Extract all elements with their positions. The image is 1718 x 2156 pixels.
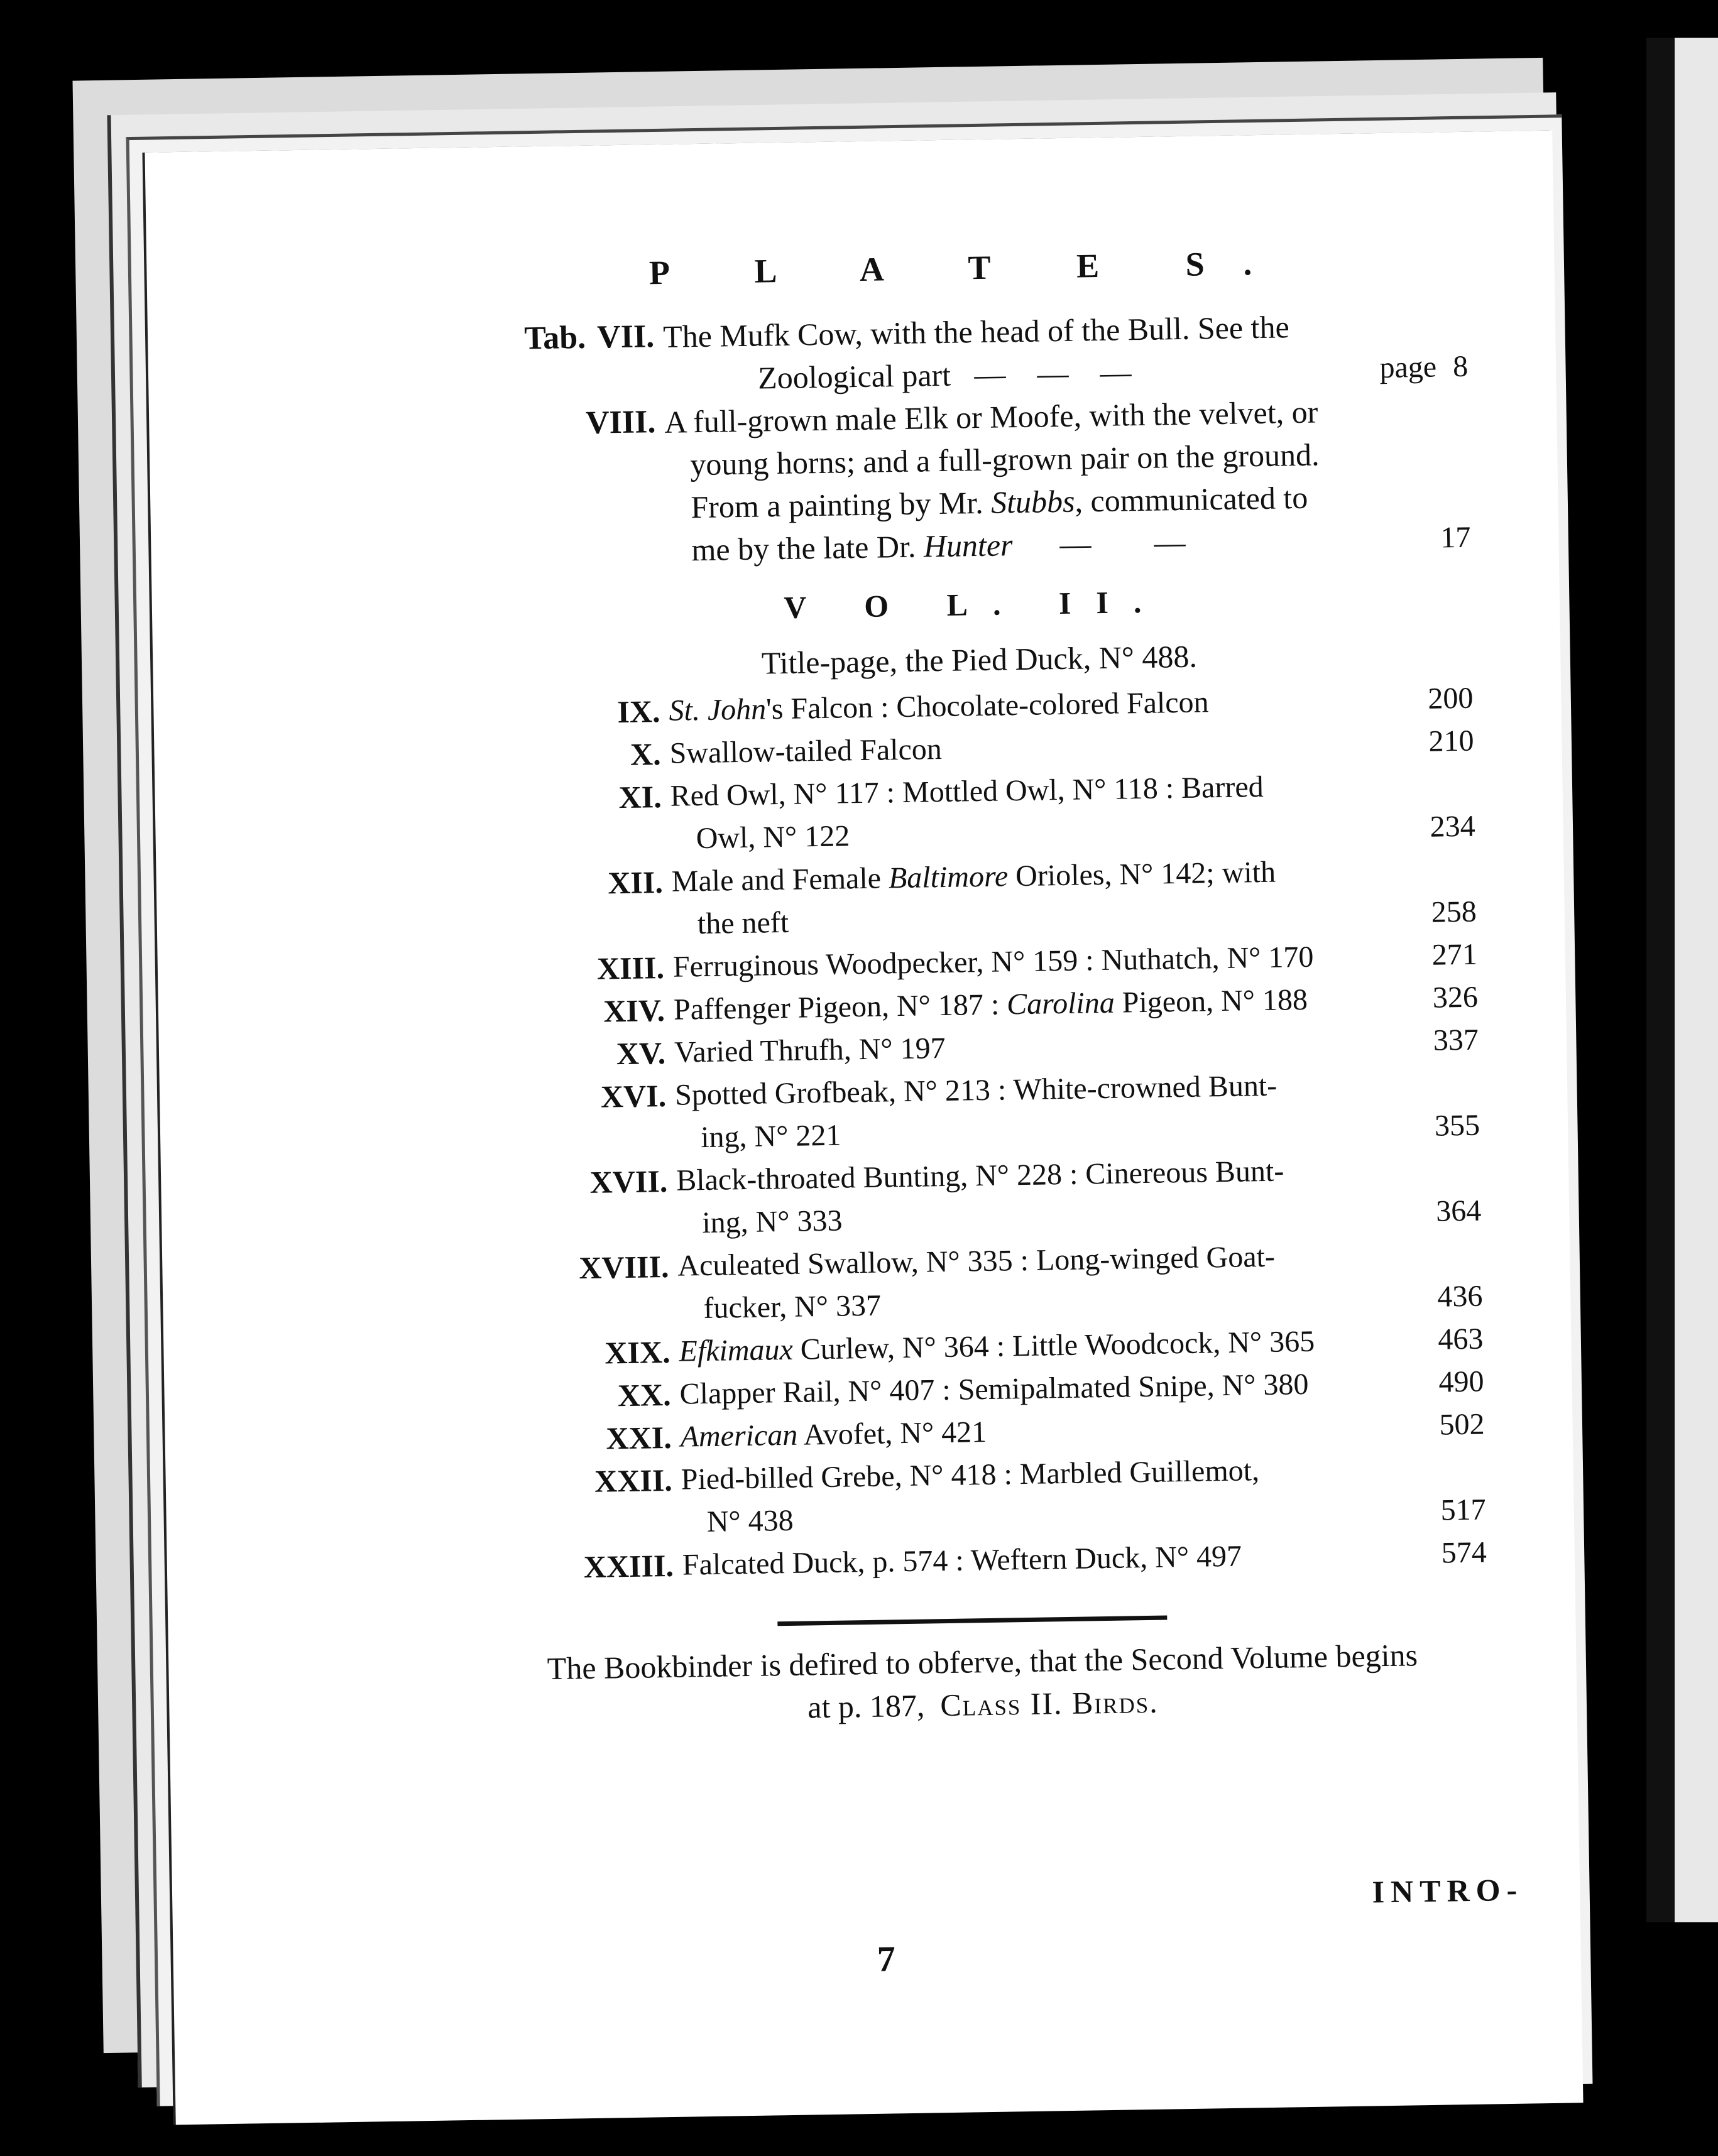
plate-description: Swallow-tailed Falcon (669, 732, 943, 770)
plate-number: VIII. (585, 404, 656, 441)
plate-description: Varied Thrufh, N° 197 (674, 1031, 946, 1069)
plate-number: XX. (617, 1376, 672, 1413)
plate-description: A full-grown male Elk or Moofe, with the velvet, or (664, 394, 1318, 440)
facing-page-edge (1675, 38, 1718, 1922)
plate-description: Paffenger Pigeon, N° 187 : Carolina Pigeon, N° 188 (673, 983, 1308, 1026)
plate-description: Owl, N° 122 (696, 819, 850, 856)
page-word: page (1379, 350, 1437, 384)
catchword: INTRO- (1372, 1871, 1524, 1910)
plate-description: N° 438 (706, 1503, 794, 1539)
plate-description: Aculeated Swallow, N° 335 : Long-winged Goat- (677, 1239, 1276, 1283)
plate-description: Red Owl, N° 117 : Mottled Owl, N° 118 : Barred (670, 770, 1264, 813)
gutter-shadow (1646, 38, 1675, 1922)
page-number: 364 (1435, 1194, 1482, 1228)
divider-rule (777, 1616, 1167, 1626)
plate-description: ing, N° 221 (700, 1118, 841, 1155)
page-number: 490 (1438, 1364, 1484, 1399)
vol2-plates (449, 677, 1493, 1591)
title-page-line: Title-page, the Pied Duck, N° 488. (761, 638, 1198, 681)
plate-description: Black-throated Bunting, N° 228 : Cinereous Bunt- (676, 1154, 1284, 1197)
page-heading: P L A T E S. (648, 244, 1291, 292)
page-number: 17 (1440, 520, 1471, 555)
folio-number: 7 (877, 1938, 896, 1979)
page-number: 355 (1434, 1108, 1480, 1143)
plate-number: XI. (618, 779, 662, 815)
plate-description: Clapper Rail, N° 407 : Semipalmated Snipe, N° 380 (679, 1367, 1309, 1411)
page-number: 517 (1440, 1493, 1487, 1527)
vol1-plates: Tab. VII. The Mufk Cow, with the head of the Bull. See the Zoological part — — — page 8 VIII. A full-grown male Elk or Moofe, with the velvet, or young horns; and a full-grown pair on the ground. From a painting by Mr. Stubbs, communicated to me by the late Dr. Hunter — — 17 (443, 303, 1477, 575)
bookbinder-note (470, 1632, 1496, 1734)
plate-number: IX. (617, 694, 660, 730)
plate-number: XVII. (589, 1163, 668, 1200)
plate-number: XVIII. (578, 1248, 669, 1286)
page-number: 502 (1439, 1407, 1485, 1442)
plate-description: St. John's Falcon : Chocolate-colored Falcon (669, 685, 1209, 727)
plate-description: American Avofet, N° 421 (680, 1415, 987, 1454)
plate-description: ing, N° 333 (701, 1204, 843, 1240)
artist-name: Stubbs (990, 483, 1075, 520)
plate-number: X. (630, 736, 662, 772)
page-number: 436 (1436, 1279, 1483, 1314)
plate-description: Pied-billed Grebe, N° 418 : Marbled Guillemot, (681, 1454, 1260, 1496)
note-line: at p. 187, Class II. Birds. (807, 1684, 1159, 1725)
plate-number: XIX. (604, 1334, 671, 1371)
volume-heading: V O L. II. (784, 584, 1167, 625)
page-number: 258 (1431, 895, 1477, 929)
plate-number: VII. (596, 318, 655, 356)
plate-description: Male and Female Baltimore Orioles, N° 142; with (671, 855, 1276, 898)
page-number: 326 (1432, 980, 1479, 1015)
plate-number: XXIII. (583, 1547, 674, 1585)
plate-description: Efkimaux Curlew, N° 364 : Little Woodcock, N° 365 (679, 1324, 1315, 1368)
class-label: Class II. Birds. (939, 1684, 1159, 1723)
donor-name: Hunter (923, 527, 1013, 564)
plate-number: XIII. (596, 949, 665, 986)
page-number: 337 (1433, 1023, 1479, 1057)
plate-description: fucker, N° 337 (703, 1288, 882, 1326)
plate-number: XXI. (606, 1419, 672, 1456)
plate-description: Ferruginous Woodpecker, N° 159 : Nuthatch, N° 170 (672, 940, 1314, 984)
plate-number: XIV. (603, 992, 665, 1029)
plate-description: Falcated Duck, p. 574 : Weftern Duck, N° 497 (682, 1539, 1242, 1582)
page-number: 574 (1441, 1535, 1487, 1570)
plate-entry-continuation: Zoological part — — — page 8 (757, 349, 1469, 396)
page-number: 200 (1427, 681, 1474, 716)
plate-number: XV. (616, 1035, 666, 1072)
page-number: 271 (1431, 937, 1478, 972)
note-line: The Bookbinder is defired to obferve, that the Second Volume begins (547, 1637, 1418, 1687)
plate-number: XXII. (594, 1462, 673, 1499)
page-number: 234 (1430, 809, 1475, 844)
page-number: 210 (1428, 724, 1474, 758)
plate-description: the neft (697, 905, 789, 941)
page-number: 463 (1437, 1322, 1484, 1356)
plate-description: The Mufk Cow, with the head of the Bull. See the (662, 309, 1290, 354)
tab-label: Tab. (523, 319, 586, 357)
plate-description: Spotted Grofbeak, N° 213 : White-crowned Bunt- (674, 1069, 1278, 1112)
book-page (145, 131, 1583, 2125)
plates-list (442, 239, 1496, 1734)
plate-number: XII. (607, 864, 664, 901)
plate-number: XVI. (600, 1077, 667, 1114)
page-number: 8 (1452, 349, 1469, 384)
